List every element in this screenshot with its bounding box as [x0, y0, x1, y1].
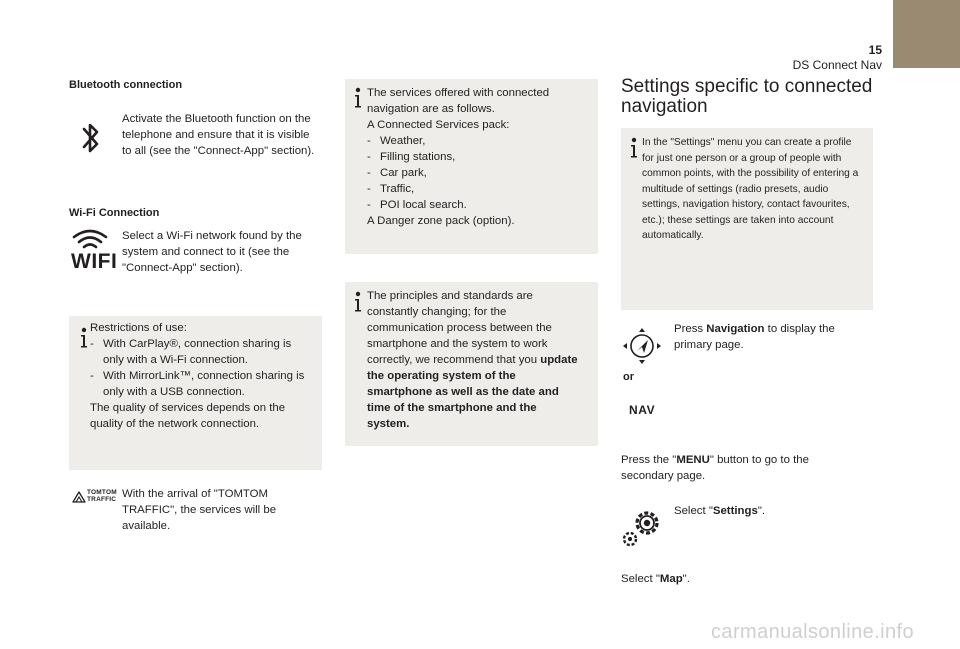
text-run: Select " — [621, 573, 660, 585]
bluetooth-text: Activate the Bluetooth function on the telephone and ensure that it is visible to all (see the "Connect-App" section). — [122, 113, 315, 157]
restriction-item: - With MirrorLink™, connection sharing is only with a USB connection. — [90, 368, 315, 400]
text-run: Press — [674, 323, 707, 335]
info-icon — [352, 291, 364, 313]
services-box — [345, 79, 598, 254]
press-menu-text — [621, 452, 836, 484]
tomtom-logo-text — [87, 490, 117, 503]
press-navigation-text — [674, 321, 874, 353]
or-label: or — [623, 371, 634, 383]
wifi-icon-label: WIFI — [71, 250, 118, 273]
select-settings-text — [674, 503, 874, 519]
service-item: - Traffic, — [367, 181, 593, 197]
tomtom-logo-line: TRAFFIC — [87, 495, 117, 503]
bluetooth-icon — [80, 120, 102, 156]
settings-heading-line: navigation — [621, 96, 708, 117]
text-run: ". — [757, 505, 766, 517]
principles-plain: The principles and standards are constantly changing; for the communication process between the smartphone and the system to work correctly, we recommend that you — [367, 290, 552, 366]
restrictions-intro: Restrictions of use: — [90, 322, 187, 334]
service-item: - POI local search. — [367, 197, 593, 213]
restriction-item: - With CarPlay®, connection sharing is only with a Wi-Fi connection. — [90, 336, 315, 368]
settings-heading-line: Settings specific to connected — [621, 76, 873, 97]
restrictions-box — [69, 316, 322, 470]
text-run-bold: Map — [659, 573, 683, 585]
services-outro: A Danger zone pack (option). — [367, 215, 515, 227]
nav-label: NAV — [629, 403, 656, 417]
text-run: " button to go to the secondary page. — [621, 454, 809, 482]
service-item: - Weather, — [367, 133, 593, 149]
text-run: ". — [682, 573, 690, 585]
principles-bold: update the operating system of the smartphone as well as the date and time of the smartphone and the system. — [367, 354, 578, 430]
text-run: to display the primary page. — [674, 323, 835, 351]
navigation-icon — [620, 324, 664, 368]
info-icon — [352, 87, 364, 109]
settings-info-text: In the "Settings" menu you can create a profile for just one person or a group of people with common points, with the possibility of entering a multitude of settings (radio presets, audio settings, navigation history, contact favourites, etc.); these settings are taken into account automatically. — [642, 137, 859, 241]
wifi-heading: Wi-Fi Connection — [69, 207, 160, 219]
bluetooth-heading: Bluetooth connection — [69, 79, 183, 91]
services-text — [367, 85, 593, 229]
service-item: - Car park, — [367, 165, 593, 181]
restrictions-outro: The quality of services depends on the quality of the network connection. — [90, 402, 286, 430]
page-number: 15 — [868, 43, 882, 57]
tomtom-logo-icon — [72, 490, 86, 504]
settings-gear-icon — [619, 507, 665, 549]
info-icon — [628, 137, 640, 159]
services-pack: A Connected Services pack: — [367, 119, 510, 131]
info-icon — [78, 327, 90, 349]
text-run-bold: MENU — [676, 454, 710, 466]
restrictions-text — [90, 320, 315, 432]
chapter-title: DS Connect Nav — [792, 58, 882, 72]
text-run: Select " — [674, 505, 713, 517]
services-intro: The services offered with connected navigation are as follows. — [367, 87, 550, 115]
tomtom-text: With the arrival of "TOMTOM TRAFFIC", the services will be available. — [122, 488, 277, 532]
watermark: carmanualsonline.info — [711, 621, 914, 643]
wifi-icon — [70, 227, 110, 251]
settings-info-box — [621, 128, 873, 310]
settings-heading — [621, 77, 883, 117]
service-item: - Filling stations, — [367, 149, 593, 165]
text-run-bold: Settings — [712, 505, 758, 517]
text-run-bold: Navigation — [706, 323, 765, 335]
tomtom-logo-line: TOMTOM — [87, 489, 117, 496]
select-map-text — [621, 571, 821, 587]
principles-box — [345, 282, 598, 446]
wifi-text: Select a Wi-Fi network found by the system and connect to it (see the "Connect-App" section). — [122, 230, 302, 274]
principles-text — [367, 288, 582, 432]
text-run: Press the " — [621, 454, 677, 466]
page-tab — [893, 0, 960, 68]
